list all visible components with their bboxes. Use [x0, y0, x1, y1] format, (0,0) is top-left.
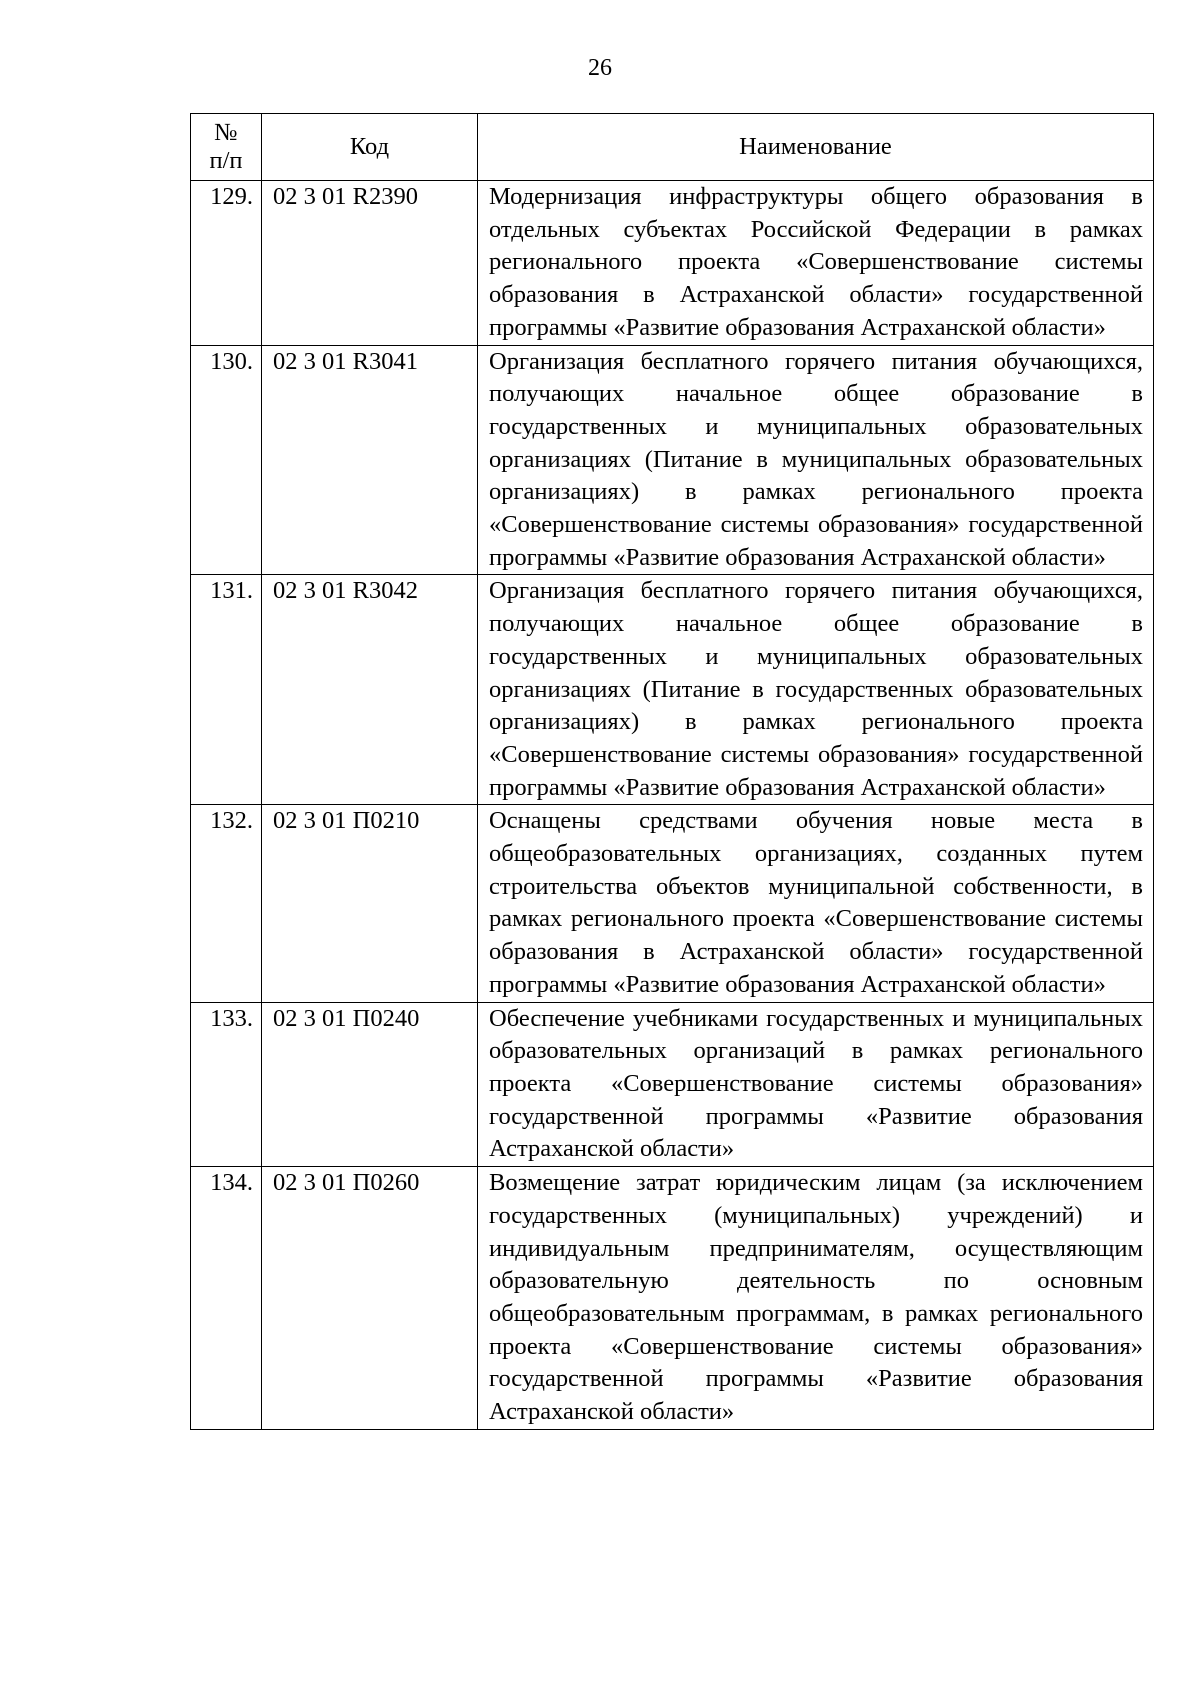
row-number: 133. [191, 1002, 262, 1167]
row-name: Организация бесплатного горячего питания обучающихся, получающих начальное общее образование в государственных и муниципальных образовательных организациях (Питание в государственных образовательных организациях) в рамках регионального проекта «Совершенствование системы образования» государственной программы «Развитие образования Астраханской области» [478, 575, 1154, 805]
row-number: 131. [191, 575, 262, 805]
page-number: 26 [588, 55, 612, 81]
row-name: Обеспечение учебниками государственных и муниципальных образовательных организаций в рамках регионального проекта «Совершенствование системы образования» государственной программы «Развитие образования Астраханской области» [478, 1002, 1154, 1167]
table-row [191, 805, 1154, 1002]
row-number: 130. [191, 345, 262, 575]
row-name: Возмещение затрат юридическим лицам (за исключением государственных (муниципальных) учреждений) и индивидуальным предпринимателям, осуществляющим образовательную деятельность по основным общеобразовательным программам, в рамках регионального проекта «Совершенствование системы образования» государственной программы «Развитие образования Астраханской области» [478, 1167, 1154, 1430]
table-body [191, 181, 1154, 1430]
row-name: Оснащены средствами обучения новые места в общеобразовательных организациях, созданных путем строительства объектов муниципальной собственности, в рамках регионального проекта «Совершенствование системы образования в Астраханской области» государственной программы «Развитие образования Астраханской области» [478, 805, 1154, 1002]
header-number [191, 114, 262, 181]
table-row [191, 575, 1154, 805]
row-code: 02 3 01 П0240 [262, 1002, 478, 1167]
table-header-row [191, 114, 1154, 181]
header-name: Наименование [478, 114, 1154, 181]
row-code: 02 3 01 П0260 [262, 1167, 478, 1430]
row-number: 129. [191, 181, 262, 346]
classification-table [190, 113, 1154, 1430]
header-number-symbol: № [214, 119, 238, 146]
row-name: Организация бесплатного горячего питания обучающихся, получающих начальное общее образование в государственных и муниципальных образовательных организациях (Питание в муниципальных образовательных организациях) в рамках регионального проекта «Совершенствование системы образования» государственной программы «Развитие образования Астраханской области» [478, 345, 1154, 575]
row-code: 02 3 01 R3042 [262, 575, 478, 805]
row-number: 134. [191, 1167, 262, 1430]
header-code: Код [262, 114, 478, 181]
table-row [191, 1167, 1154, 1430]
table-row [191, 345, 1154, 575]
table-row [191, 181, 1154, 346]
row-number: 132. [191, 805, 262, 1002]
row-code: 02 3 01 П0210 [262, 805, 478, 1002]
table-row [191, 1002, 1154, 1167]
row-code: 02 3 01 R3041 [262, 345, 478, 575]
row-code: 02 3 01 R2390 [262, 181, 478, 346]
row-name: Модернизация инфраструктуры общего образования в отдельных субъектах Российской Федерации в рамках регионального проекта «Совершенствование системы образования в Астраханской области» государственной программы «Развитие образования Астраханской области» [478, 181, 1154, 346]
table-header [191, 114, 1154, 181]
header-number-abbr: п/п [209, 147, 243, 174]
